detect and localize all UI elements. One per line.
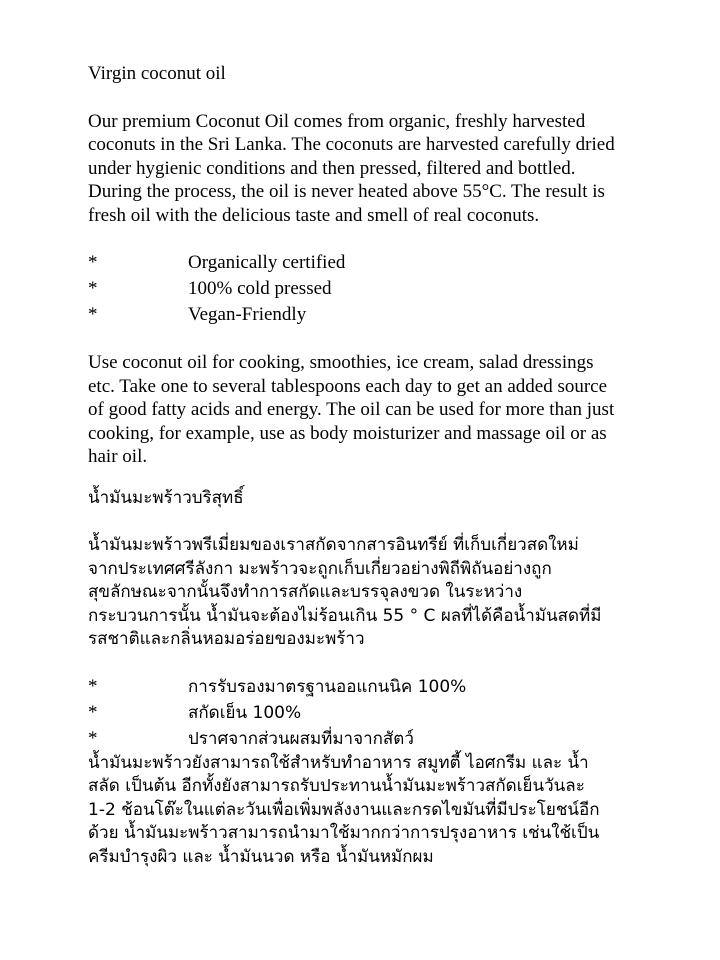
thai-intro-paragraph — [88, 534, 648, 652]
thai-usage-line: สลัด เป็นต้น อีกทั้งยังสามารถรับประทานน้ำมันมะพร้าวสกัดเย็นวันละ — [88, 776, 585, 796]
thai-feature-organic: การรับรองมาตรฐานออแกนนิค 100% — [188, 676, 467, 697]
english-intro-line: coconuts in the Sri Lanka. The coconuts are harvested carefully dried — [88, 134, 615, 155]
thai-title: น้ำมันมะพร้าวบริสุทธิ์ — [88, 487, 244, 508]
feature-organic: Organically certified — [188, 252, 346, 273]
list-item — [88, 276, 648, 302]
thai-feature-list — [88, 674, 648, 752]
list-item — [88, 302, 648, 328]
english-title: Virgin coconut oil — [88, 63, 226, 84]
english-usage-line: cooking, for example, use as body moisturizer and massage oil or as — [88, 422, 607, 444]
thai-intro-line: รสชาติและกลิ่นหอมอร่อยของมะพร้าว — [88, 629, 365, 649]
thai-usage-line: ครีมบำรุงผิว และ น้ำมันนวด หรือ น้ำมันหมักผม — [88, 846, 434, 867]
english-intro-line: fresh oil with the delicious taste and smell of real coconuts. — [88, 204, 540, 226]
feature-vegan: Vegan-Friendly — [188, 304, 307, 325]
english-usage-line: Use coconut oil for cooking, smoothies, ice cream, salad dressings — [88, 352, 594, 373]
thai-intro-line: กระบวนการนั้น น้ำมันจะต้องไม่ร้อนเกิน 55 ° C ผลที่ได้คือน้ำมันสดที่มี — [88, 605, 602, 626]
english-usage-paragraph — [88, 351, 648, 469]
thai-usage-line: น้ำมันมะพร้าวยังสามารถใช้สำหรับทำอาหาร สมูทตี้ ไอศกรีม และ น้ำ — [88, 752, 589, 773]
list-item — [88, 726, 648, 752]
english-intro-line: During the process, the oil is never heated above 55°C. The result is — [88, 181, 605, 202]
thai-intro-line: สุขลักษณะจากนั้นจึงทำการสกัดและบรรจุลงขวด ในระหว่าง — [88, 582, 523, 602]
english-usage-line: of good fatty acids and energy. The oil can be used for more than just — [88, 399, 615, 420]
english-feature-list — [88, 250, 648, 328]
thai-intro-line: จากประเทศศรีลังกา มะพร้าวจะถูกเก็บเกี่ยวอย่างพิถีพิถันอย่างถูก — [88, 558, 552, 579]
document-page — [88, 62, 648, 869]
english-usage-line: etc. Take one to several tablespoons each day to get an added source — [88, 375, 608, 397]
english-intro-paragraph — [88, 110, 648, 228]
english-intro-line: Our premium Coconut Oil comes from organic, freshly harvested — [88, 110, 586, 132]
english-intro-line: under hygienic conditions and then pressed, filtered and bottled. — [88, 157, 576, 179]
thai-intro-line: น้ำมันมะพร้าวพรีเมี่ยมของเราสกัดจากสารอินทรีย์ ที่เก็บเกี่ยวสดใหม่ — [88, 535, 579, 555]
thai-feature-vegan: ปราศจากส่วนผสมที่มาจากสัตว์ — [188, 728, 414, 749]
bullet-marker: * — [88, 252, 98, 273]
thai-usage-paragraph — [88, 752, 648, 870]
list-item — [88, 250, 648, 276]
bullet-marker: * — [88, 727, 98, 749]
list-item — [88, 674, 648, 700]
list-item — [88, 700, 648, 726]
feature-cold-pressed: 100% cold pressed — [188, 278, 332, 299]
thai-usage-line: ด้วย น้ำมันมะพร้าวสามารถนำมาใช้มากกว่าการปรุงอาหาร เช่นใช้เป็น — [88, 823, 600, 843]
bullet-marker: * — [88, 701, 98, 723]
bullet-marker: * — [88, 675, 98, 697]
thai-usage-line: 1-2 ช้อนโต๊ะในแต่ละวันเพื่อเพิ่มพลังงานและกรดไขมันที่มีประโยชน์อีก — [88, 799, 600, 820]
english-usage-line: hair oil. — [88, 446, 148, 467]
bullet-marker: * — [88, 278, 98, 299]
thai-feature-cold-pressed: สกัดเย็น 100% — [188, 702, 302, 723]
bullet-marker: * — [88, 304, 98, 325]
